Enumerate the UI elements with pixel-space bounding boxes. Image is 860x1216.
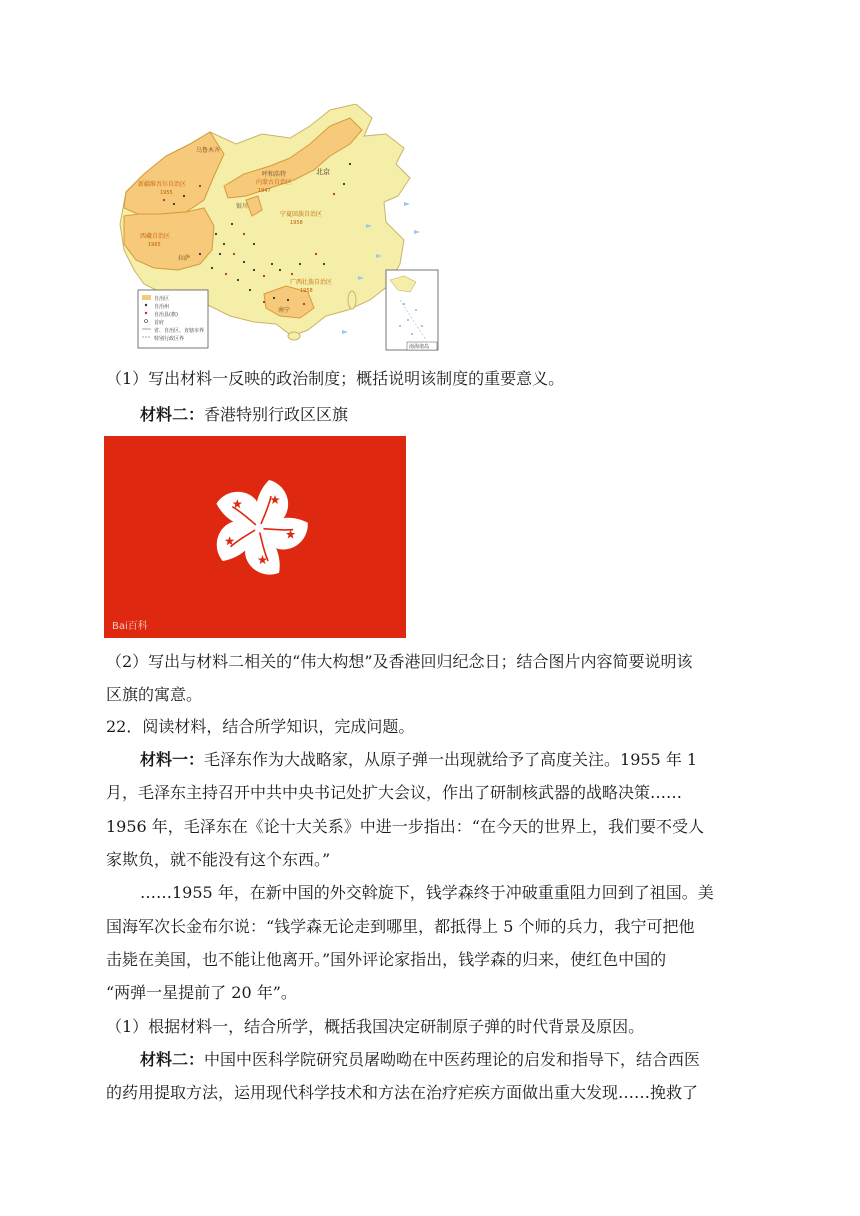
map-label: 银川 xyxy=(236,203,249,210)
legend-item: 自治州 xyxy=(154,304,170,310)
map-settlement-dot xyxy=(253,269,255,271)
map-settlement-dot xyxy=(287,299,289,301)
map-label: 宁夏回族自治区 xyxy=(280,211,323,218)
map-settlement-dot xyxy=(211,267,213,269)
question-1: （1）写出材料一反映的政治制度；概括说明该制度的重要意义。 xyxy=(106,369,565,388)
map-settlement-dot xyxy=(243,261,245,263)
material-1-line-8: “两弹一星提前了 20 年”。 xyxy=(106,983,297,1002)
taiwan-island xyxy=(348,291,356,309)
material-1-line-2: 月，毛泽东主持召开中共中央书记处扩大会议，作出了研制核武器的战略决策…… xyxy=(106,783,683,802)
inset-title: 南海诸岛 xyxy=(409,344,430,350)
legend-item: 特别行政区界 xyxy=(154,336,185,342)
baike-watermark: Bai百科 xyxy=(112,621,148,632)
material-1-label: 材料一： xyxy=(140,750,205,769)
map-label: 1958 xyxy=(290,220,303,226)
map-settlement-dot xyxy=(183,195,185,197)
map-settlement-dot xyxy=(223,243,225,245)
map-label: 乌鲁木齐 xyxy=(196,147,221,154)
question-2-line-2: 区旗的寓意。 xyxy=(106,685,203,704)
material-1-line-3: 1956 年，毛泽东在《论十大关系》中进一步指出：“在今天的世界上，我们要不受人 xyxy=(106,817,704,836)
map-label: 广西壮族自治区 xyxy=(290,279,333,286)
material-1-line-5: ……1955 年，在新中国的外交斡旋下，钱学森终于冲破重重阻力回到了祖国。美 xyxy=(140,883,714,902)
material-2-text: 香港特别行政区区旗 xyxy=(204,405,349,424)
map-settlement-dot xyxy=(333,193,335,195)
map-label: 北京 xyxy=(316,168,330,176)
map-settlement-dot xyxy=(291,273,293,275)
map-label: 1958 xyxy=(300,288,313,294)
map-settlement-dot xyxy=(263,301,265,303)
map-settlement-dot xyxy=(199,185,201,187)
material-2-heading xyxy=(140,405,348,425)
legend-item: 首府 xyxy=(154,320,165,326)
map-settlement-dot xyxy=(323,263,325,265)
legend-item: 省、自治区、直辖市界 xyxy=(154,328,205,334)
map-settlement-dot xyxy=(273,297,275,299)
question-2-line-1: （2）写出与材料二相关的“伟大构想”及香港回归纪念日；结合图片内容简要说明该 xyxy=(106,652,693,671)
material-2b-line-1: 材料二：中国中医科学院研究员屠呦呦在中医药理论的启发和指导下，结合西医 xyxy=(140,1050,701,1069)
map-settlement-dot xyxy=(263,275,265,277)
map-settlement-dot xyxy=(219,253,221,255)
china-autonomous-regions-map xyxy=(104,104,490,354)
map-settlement-dot xyxy=(163,199,165,201)
material-2b-label: 材料二： xyxy=(140,1050,205,1069)
question-22-1: （1）根据材料一，结合所学，概括我国决定研制原子弹的时代背景及原因。 xyxy=(106,1017,645,1036)
legend-item: 自治区 xyxy=(154,296,170,302)
map-label: 1955 xyxy=(160,190,173,196)
map-settlement-dot xyxy=(299,263,301,265)
map-settlement-dot xyxy=(253,243,255,245)
map-label: 1947 xyxy=(258,188,271,194)
map-label: 呼和浩特 xyxy=(262,171,287,178)
material-2b-line-2: 的药用提取方法，运用现代科学技术和方法在治疗疟疾方面做出重大发现……挽救了 xyxy=(106,1083,699,1102)
map-settlement-dot xyxy=(243,233,245,235)
map-legend xyxy=(138,290,208,348)
hong-kong-flag-image xyxy=(104,436,406,638)
map-settlement-dot xyxy=(173,203,175,205)
map-settlement-dot xyxy=(225,273,227,275)
legend-item: 自治县(旗) xyxy=(154,312,178,318)
map-settlement-dot xyxy=(237,279,239,281)
map-settlement-dot xyxy=(303,303,305,305)
map-label: 西藏自治区 xyxy=(140,233,171,240)
question-22-heading: 22．阅读材料，结合所学知识，完成问题。 xyxy=(106,717,415,736)
map-settlement-dot xyxy=(271,263,273,265)
map-label: 1965 xyxy=(148,242,161,248)
map-label: 新疆维吾尔自治区 xyxy=(138,181,187,188)
material-2-label: 材料二： xyxy=(140,405,205,424)
map-settlement-dot xyxy=(199,253,201,255)
map-label: 内蒙古自治区 xyxy=(256,179,293,186)
hainan-island xyxy=(288,332,300,340)
map-label: 南宁 xyxy=(278,307,291,314)
map-settlement-dot xyxy=(349,163,351,165)
map-label: 拉萨 xyxy=(178,255,191,262)
map-settlement-dot xyxy=(249,289,251,291)
material-1-line-6: 国海军次长金布尔说：“钱学森无论走到哪里，都抵得上 5 个师的兵力，我宁可把他 xyxy=(106,917,695,936)
map-settlement-dot xyxy=(279,269,281,271)
material-1-line-4: 家欺负，就不能没有这个东西。” xyxy=(106,850,331,869)
map-settlement-dot xyxy=(315,253,317,255)
material-1-line-1: 材料一：毛泽东作为大战略家，从原子弹一出现就给予了高度关注。1955 年 1 xyxy=(140,750,698,769)
south-china-sea-inset xyxy=(386,270,438,350)
map-settlement-dot xyxy=(343,183,345,185)
material-1-line-7: 击毙在美国，也不能让他离开。”国外评论家指出，钱学森的归来，使红色中国的 xyxy=(106,950,667,969)
map-settlement-dot xyxy=(231,223,233,225)
map-settlement-dot xyxy=(215,233,217,235)
map-settlement-dot xyxy=(233,253,235,255)
